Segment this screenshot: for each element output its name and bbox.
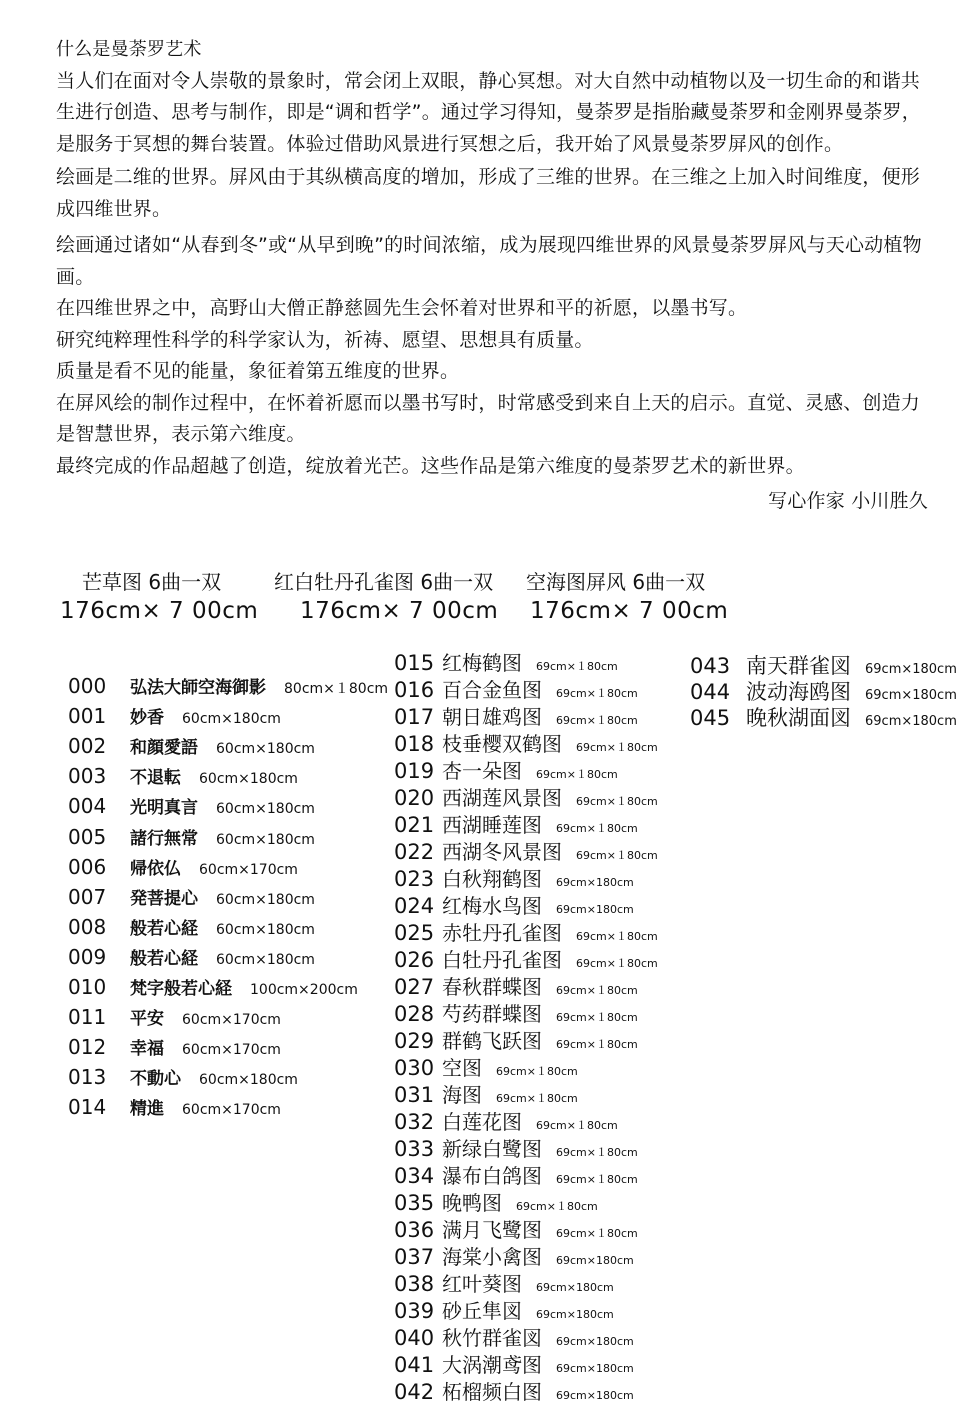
catalog-title: 海棠小禽图 [442, 1245, 542, 1269]
catalog-title: 白秋翔鹤图 [442, 867, 542, 891]
catalog-size: 69cm×１80cm [556, 1227, 638, 1240]
intro-paragraph: 质量是看不见的能量，象征着第五维度的世界。 [56, 360, 460, 382]
catalog-title: 精進 [130, 1099, 164, 1120]
catalog-size: 69cm×１80cm [576, 957, 658, 970]
catalog-entry [394, 1268, 614, 1297]
catalog-number: 035 [394, 1191, 435, 1215]
catalog-title: 南天群雀図 [746, 654, 851, 678]
catalog-entry [394, 728, 658, 757]
catalog-number: 040 [394, 1326, 435, 1350]
featured-work-name: 红白牡丹孔雀图 6曲一双 [274, 570, 494, 594]
catalog-title: 满月飞鹭图 [442, 1218, 542, 1242]
featured-work [526, 568, 728, 626]
catalog-number: 030 [394, 1056, 435, 1080]
catalog-entry [68, 914, 315, 939]
catalog-title: 红梅水鸟图 [442, 894, 542, 918]
catalog-entry [394, 890, 634, 919]
catalog-entry [690, 702, 957, 732]
catalog-entry [394, 1052, 578, 1081]
catalog-entry [394, 944, 658, 973]
intro-title: 什么是曼荼罗艺术 [56, 39, 202, 60]
catalog-size: 69cm×１80cm [576, 741, 658, 754]
catalog-size: 69cm×１80cm [576, 849, 658, 862]
catalog-entry [68, 793, 315, 818]
catalog-size: 60cm×180cm [199, 1072, 298, 1089]
catalog-entry [68, 1094, 281, 1119]
catalog-entry [394, 1349, 634, 1378]
catalog-size: 69cm×１80cm [556, 1173, 638, 1186]
catalog-number: 041 [394, 1353, 435, 1377]
catalog-size: 69cm×180cm [536, 1281, 614, 1294]
catalog-entry [68, 763, 298, 788]
catalog-number: 018 [394, 732, 435, 756]
catalog-title: 不動心 [130, 1069, 181, 1090]
catalog-size: 69cm×１80cm [516, 1200, 598, 1213]
catalog-title: 西湖冬风景图 [442, 840, 562, 864]
catalog-number: 014 [68, 1095, 107, 1120]
catalog-number: 008 [68, 914, 107, 939]
catalog-number: 042 [394, 1380, 435, 1404]
catalog-entry [394, 701, 638, 730]
catalog-entry [394, 647, 618, 676]
catalog-number: 028 [394, 1002, 435, 1026]
catalog-entry [394, 1106, 618, 1135]
intro-paragraph: 绘画通过诸如“从春到冬”或“从早到晚”的时间浓缩，成为展现四维世界的风景曼荼罗屏风与天心动植物画。 [56, 234, 922, 288]
catalog-number: 012 [68, 1035, 107, 1060]
catalog-entry [394, 1025, 638, 1054]
catalog-number: 003 [68, 764, 107, 789]
catalog-title: 西湖莲风景图 [442, 786, 562, 810]
catalog-size: 69cm×１80cm [576, 795, 658, 808]
catalog-number: 044 [690, 680, 731, 704]
catalog-title: 枝垂樱双鹤图 [442, 732, 562, 756]
catalog-size: 69cm×180cm [556, 1362, 634, 1375]
catalog-entry [394, 998, 638, 1027]
catalog-number: 024 [394, 894, 435, 918]
catalog-number: 031 [394, 1083, 435, 1107]
catalog-number: 016 [394, 678, 435, 702]
catalog-number: 020 [394, 786, 435, 810]
catalog-title: 朝日雄鸡图 [442, 705, 542, 729]
catalog-number: 036 [394, 1218, 435, 1242]
catalog-entry [68, 673, 388, 698]
catalog-number: 045 [690, 706, 731, 730]
catalog-number: 011 [68, 1005, 107, 1030]
catalog-number: 017 [394, 705, 435, 729]
featured-work-size: 176cm× 7 00cm [530, 598, 729, 624]
catalog-size: 69cm×１80cm [556, 1038, 638, 1051]
intro-paragraph: 在屏风绘的制作过程中，在怀着祈愿而以墨书写时，时常感受到来自上天的启示。直觉、灵感、创造力是智慧世界，表示第六维度。 [56, 391, 921, 445]
catalog-size: 69cm×180cm [556, 903, 634, 916]
catalog-entry [68, 944, 315, 969]
catalog-entry [394, 863, 634, 892]
catalog-size: 69cm×１80cm [556, 1146, 638, 1159]
catalog-size: 60cm×170cm [182, 1012, 281, 1029]
catalog-title: 群鹤飞跃图 [442, 1029, 542, 1053]
intro-section [56, 34, 928, 518]
catalog-number: 032 [394, 1110, 435, 1134]
catalog-number: 002 [68, 734, 107, 759]
catalog-entry [394, 809, 638, 838]
catalog-size: 69cm×180cm [556, 1389, 634, 1402]
catalog-number: 021 [394, 813, 435, 837]
catalog-size: 60cm×180cm [199, 771, 298, 788]
catalog-entry [394, 1322, 634, 1351]
catalog-title: 柘榴频白图 [442, 1380, 542, 1404]
catalog-entry [68, 884, 315, 909]
catalog-title: 不退転 [130, 768, 181, 789]
catalog-number: 038 [394, 1272, 435, 1296]
catalog-title: 帰依仏 [130, 858, 181, 879]
featured-work-size: 176cm× 7 00cm [60, 598, 259, 624]
featured-work [274, 568, 498, 626]
catalog-title: 妙香 [130, 708, 164, 729]
catalog-size: 69cm×180cm [556, 1335, 634, 1348]
catalog-size: 69cm×１80cm [556, 984, 638, 997]
catalog-entry [394, 1160, 638, 1189]
catalog-title: 般若心経 [130, 948, 198, 969]
catalog-entry [394, 1187, 598, 1216]
catalog-size: 69cm×１80cm [496, 1065, 578, 1078]
catalog-title: 光明真言 [130, 798, 198, 819]
catalog-number: 037 [394, 1245, 435, 1269]
catalog-entry [68, 824, 315, 849]
intro-paragraph: 在四维世界之中，高野山大僧正静慈圆先生会怀着对世界和平的祈愿，以墨书写。 [56, 297, 748, 319]
catalog-entry [394, 971, 638, 1000]
catalog-title: 赤牡丹孔雀图 [442, 921, 562, 945]
catalog-size: 60cm×180cm [216, 831, 315, 848]
featured-work-name: 空海图屏风 6曲一双 [526, 570, 706, 594]
catalog-size: 69cm×１80cm [556, 687, 638, 700]
catalog-number: 019 [394, 759, 435, 783]
catalog-title: 海图 [442, 1083, 482, 1107]
intro-paragraph: 最终完成的作品超越了创造，绽放着光芒。这些作品是第六维度的曼荼罗艺术的新世界。 [56, 454, 805, 477]
catalog-entry [68, 854, 298, 879]
catalog-size: 60cm×180cm [216, 891, 315, 908]
catalog-number: 034 [394, 1164, 435, 1188]
catalog-title: 瀑布白鸽图 [442, 1164, 542, 1188]
intro-paragraph: 绘画是二维的世界。屏风由于其纵横高度的增加，形成了三维的世界。在三维之上加入时间维度，便形成四维世界。 [56, 166, 921, 220]
catalog-title: 西湖睡莲图 [442, 813, 542, 837]
catalog-title: 幸福 [130, 1039, 164, 1060]
catalog-size: 69cm×180cm [865, 662, 957, 677]
catalog-size: 60cm×180cm [182, 711, 281, 728]
catalog-size: 69cm×180cm [865, 714, 957, 729]
catalog-size: 69cm×180cm [556, 876, 634, 889]
catalog-entry [394, 1133, 638, 1162]
catalog-entry [394, 1079, 578, 1108]
catalog-number: 000 [68, 674, 107, 698]
catalog-number: 029 [394, 1029, 435, 1053]
catalog-size: 60cm×180cm [216, 921, 315, 938]
catalog-title: 红梅鹤图 [442, 651, 522, 675]
catalog-title: 梵字般若心経 [130, 979, 232, 999]
catalog-size: 69cm×180cm [865, 688, 957, 703]
catalog-number: 006 [68, 854, 107, 879]
intro-paragraph: 研究纯粹理性科学的科学家认为，祈祷、愿望、思想具有质量。 [56, 328, 594, 351]
catalog-entry [68, 703, 281, 728]
catalog-title: 杏一朵图 [442, 759, 522, 783]
catalog-entry [394, 917, 658, 946]
catalog-title: 春秋群蝶图 [442, 975, 542, 999]
catalog-title: 諸行無常 [130, 828, 198, 849]
catalog-number: 015 [394, 651, 435, 675]
catalog-title: 新绿白鹭图 [442, 1137, 542, 1161]
catalog-number: 023 [394, 867, 435, 891]
catalog-number: 013 [68, 1065, 107, 1090]
featured-work-size: 176cm× 7 00cm [300, 598, 499, 624]
catalog-size: 60cm×180cm [216, 801, 315, 818]
catalog-title: 白莲花图 [442, 1110, 522, 1134]
catalog-entry [394, 674, 638, 703]
catalog-number: 043 [690, 654, 731, 678]
catalog-number: 007 [68, 884, 107, 909]
signature: 写心作家 小川胜久 [768, 490, 928, 512]
catalog-size: 69cm×１80cm [536, 1119, 618, 1132]
catalog-size: 69cm×１80cm [496, 1092, 578, 1105]
catalog-size: 60cm×180cm [216, 741, 315, 758]
catalog-entry [394, 1241, 634, 1270]
catalog-entry [68, 1004, 281, 1029]
catalog-size: 100cm×200cm [250, 982, 358, 998]
catalog-title: 芍药群蝶图 [442, 1002, 542, 1026]
catalog-size: 69cm×１80cm [556, 714, 638, 727]
catalog-size: 69cm×１80cm [576, 930, 658, 943]
catalog-entry [68, 1034, 281, 1059]
catalog-title: 発菩提心 [130, 888, 198, 909]
catalog-size: 60cm×170cm [182, 1102, 281, 1119]
catalog-number: 010 [68, 975, 107, 999]
catalog-number: 027 [394, 975, 435, 999]
catalog-number: 033 [394, 1137, 435, 1161]
catalog-title: 秋竹群雀図 [442, 1326, 542, 1350]
catalog-number: 001 [68, 704, 107, 729]
catalog-title: 般若心経 [130, 918, 198, 939]
catalog-size: 69cm×180cm [536, 1308, 614, 1321]
catalog-number: 025 [394, 921, 435, 945]
catalog-title: 空图 [442, 1056, 482, 1080]
catalog-entry [394, 1295, 614, 1324]
catalog-entry [394, 755, 618, 784]
intro-paragraph: 当人们在面对令人崇敬的景象时，常会闭上双眼，静心冥想。对大自然中动植物以及一切生命的和谐共生进行创造、思考与制作，即是“调和哲学”。通过学习得知，曼荼罗是指胎藏曼荼罗和金刚界曼荼罗，是服务于冥想的舞台装置。体验过借助风景进行冥想之后，我开始了风景曼荼罗屏风的创作。 [56, 69, 921, 155]
catalog-title: 平安 [130, 1009, 164, 1030]
catalog-title: 红叶葵图 [442, 1272, 522, 1296]
catalog-size: 69cm×１80cm [536, 768, 618, 781]
catalog-size: 69cm×180cm [556, 1254, 634, 1267]
catalog-size: 80cm×１80cm [284, 681, 389, 697]
catalog-entry [394, 1214, 638, 1243]
catalog-title: 百合金鱼图 [442, 678, 542, 702]
catalog-entry [68, 733, 315, 758]
catalog-entry [68, 974, 358, 999]
catalog-number: 004 [68, 794, 107, 819]
catalog-number: 026 [394, 948, 435, 972]
catalog-size: 60cm×170cm [199, 861, 298, 878]
catalog-size: 69cm×１80cm [556, 1011, 638, 1024]
catalog-title: 晚鸭图 [442, 1191, 502, 1215]
featured-work-name: 芒草图 6曲一双 [82, 570, 222, 594]
catalog-size: 60cm×180cm [216, 951, 315, 968]
catalog-size: 69cm×１80cm [536, 660, 618, 673]
catalog-entry [394, 836, 658, 865]
catalog-number: 022 [394, 840, 435, 864]
catalog-size: 69cm×１80cm [556, 822, 638, 835]
catalog-title: 晚秋湖面図 [746, 706, 851, 730]
catalog-number: 005 [68, 824, 107, 849]
catalog-entry [68, 1064, 298, 1089]
catalog-title: 波动海鸥图 [746, 680, 851, 704]
catalog-title: 白牡丹孔雀图 [442, 948, 562, 972]
catalog-title: 弘法大師空海御影 [130, 678, 266, 698]
catalog-number: 039 [394, 1299, 435, 1323]
catalog-size: 60cm×170cm [182, 1042, 281, 1059]
catalog-title: 大涡潮鸢图 [442, 1353, 542, 1377]
catalog-number: 009 [68, 944, 107, 969]
featured-work [60, 568, 258, 626]
catalog-entry [394, 782, 658, 811]
catalog-title: 砂丘隼図 [442, 1299, 522, 1323]
catalog-entry [394, 1376, 634, 1405]
catalog-title: 和顔愛語 [130, 738, 198, 759]
